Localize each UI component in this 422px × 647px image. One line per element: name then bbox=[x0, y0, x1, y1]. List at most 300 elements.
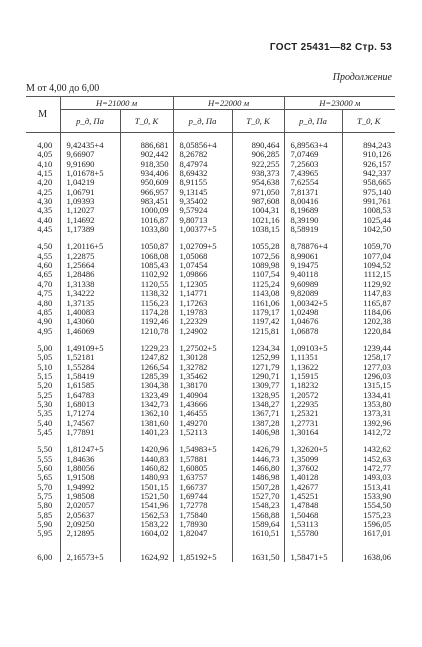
cell-temperature: 954,638 bbox=[232, 178, 284, 187]
cell-temperature: 1016,87 bbox=[120, 216, 173, 225]
cell-pressure: 2,05637 bbox=[60, 511, 120, 520]
cell-temperature: 1271,79 bbox=[232, 363, 284, 372]
cell-pressure: 1,57881 bbox=[173, 455, 232, 464]
cell-temperature: 1426,79 bbox=[232, 445, 284, 454]
cell-temperature: 1033,80 bbox=[120, 225, 173, 234]
cell-mach: 5,20 bbox=[37, 380, 53, 391]
cell-pressure: 1,77891 bbox=[60, 428, 120, 437]
cell-pressure: 7,43965 bbox=[284, 169, 342, 178]
cell-temperature: 1472,77 bbox=[342, 464, 395, 473]
col-p-header: p_д, Па bbox=[173, 110, 232, 133]
cell-pressure: 9,42435+4 bbox=[60, 141, 120, 150]
cell-mach: 5,40 bbox=[37, 417, 53, 428]
col-p-header: p_д, Па bbox=[60, 110, 120, 133]
cell-pressure: 1,04219 bbox=[60, 178, 120, 187]
cell-temperature: 1373,31 bbox=[342, 409, 395, 418]
cell-temperature: 1583,22 bbox=[120, 520, 173, 529]
cell-mach: 6,00 bbox=[37, 551, 53, 562]
cell-pressure: 1,75840 bbox=[173, 511, 232, 520]
cell-temperature: 1568,88 bbox=[232, 511, 284, 520]
cell-pressure: 1,60805 bbox=[173, 464, 232, 473]
cell-mach: 5,95 bbox=[37, 528, 53, 539]
cell-mach: 5,55 bbox=[37, 453, 53, 464]
cell-mach: 5,30 bbox=[37, 398, 53, 409]
cell-pressure: 1,15915 bbox=[284, 372, 342, 381]
cell-temperature: 1562,53 bbox=[120, 511, 173, 520]
cell-pressure: 7,07469 bbox=[284, 150, 342, 159]
cell-pressure: 1,17263 bbox=[173, 299, 232, 308]
cell-pressure: 1,20572 bbox=[284, 391, 342, 400]
cell-temperature: 991,761 bbox=[342, 197, 395, 206]
cell-pressure: 1,58419 bbox=[60, 372, 120, 381]
cell-temperature: 1192,46 bbox=[120, 317, 173, 326]
cell-temperature: 1247,82 bbox=[120, 353, 173, 362]
cell-temperature: 1072,56 bbox=[232, 252, 284, 261]
table-row bbox=[26, 327, 395, 336]
cell-pressure: 1,49109+5 bbox=[60, 344, 120, 353]
cell-temperature: 1239,44 bbox=[342, 344, 395, 353]
col-t-header: T_0, К bbox=[232, 110, 284, 133]
cell-pressure: 8,91155 bbox=[173, 178, 232, 187]
cell-pressure: 1,05068 bbox=[173, 252, 232, 261]
cell-mach: 4,75 bbox=[37, 288, 53, 299]
cell-temperature: 1548,23 bbox=[232, 501, 284, 510]
cell-temperature: 1107,54 bbox=[232, 270, 284, 279]
cell-mach: 4,15 bbox=[37, 168, 53, 179]
cell-temperature: 1042,50 bbox=[342, 225, 395, 234]
cell-temperature: 1304,38 bbox=[120, 381, 173, 390]
cell-temperature: 987,608 bbox=[232, 197, 284, 206]
cell-pressure: 1,55780 bbox=[284, 529, 342, 538]
cell-temperature: 1112,15 bbox=[342, 270, 395, 279]
cell-temperature: 1460,82 bbox=[120, 464, 173, 473]
col-m-header: M bbox=[26, 97, 60, 133]
cell-pressure: 1,98508 bbox=[60, 492, 120, 501]
cell-temperature: 1541,96 bbox=[120, 501, 173, 510]
cell-mach: 5,70 bbox=[37, 481, 53, 492]
cell-mach: 5,45 bbox=[37, 426, 53, 437]
cell-temperature: 966,957 bbox=[120, 188, 173, 197]
cell-pressure: 1,32620+5 bbox=[284, 445, 342, 454]
cell-temperature: 1480,93 bbox=[120, 473, 173, 482]
cell-pressure: 1,06878 bbox=[284, 327, 342, 336]
cell-mach: 4,55 bbox=[37, 250, 53, 261]
cell-pressure: 1,52181 bbox=[60, 353, 120, 362]
cell-pressure: 1,53113 bbox=[284, 520, 342, 529]
table-row bbox=[26, 428, 395, 437]
cell-temperature: 1527,70 bbox=[232, 492, 284, 501]
cell-mach: 4,95 bbox=[37, 325, 53, 336]
cell-temperature: 1285,39 bbox=[120, 372, 173, 381]
cell-temperature: 1290,71 bbox=[232, 372, 284, 381]
cell-temperature: 1596,05 bbox=[342, 520, 395, 529]
cell-mach: 5,75 bbox=[37, 491, 53, 502]
cell-pressure: 1,32782 bbox=[173, 363, 232, 372]
cell-mach: 4,00 bbox=[37, 140, 53, 150]
cell-temperature: 1575,23 bbox=[342, 511, 395, 520]
cell-mach: 5,35 bbox=[37, 408, 53, 419]
cell-temperature: 894,243 bbox=[342, 141, 395, 150]
cell-pressure: 1,68013 bbox=[60, 400, 120, 409]
cell-pressure: 8,19689 bbox=[284, 206, 342, 215]
cell-pressure: 9,40118 bbox=[284, 270, 342, 279]
cell-temperature: 1432,62 bbox=[342, 445, 395, 454]
cell-temperature: 1215,81 bbox=[232, 327, 284, 336]
cell-mach: 5,15 bbox=[37, 370, 53, 381]
cell-pressure: 1,74567 bbox=[60, 419, 120, 428]
cell-temperature: 1277,03 bbox=[342, 363, 395, 372]
cell-temperature: 922,255 bbox=[232, 160, 284, 169]
cell-temperature: 1252,99 bbox=[232, 353, 284, 362]
cell-pressure: 1,12305 bbox=[173, 280, 232, 289]
cell-mach: 4,05 bbox=[37, 149, 53, 160]
cell-temperature: 1165,87 bbox=[342, 299, 395, 308]
col-p-header: p_д, Па bbox=[284, 110, 342, 133]
cell-mach: 4,35 bbox=[37, 205, 53, 216]
cell-temperature: 1025,44 bbox=[342, 216, 395, 225]
cell-pressure: 1,52113 bbox=[173, 428, 232, 437]
cell-temperature: 1362,10 bbox=[120, 409, 173, 418]
cell-temperature: 1353,80 bbox=[342, 400, 395, 409]
cell-pressure: 1,49270 bbox=[173, 419, 232, 428]
cell-pressure: 9,80713 bbox=[173, 216, 232, 225]
cell-temperature: 1387,28 bbox=[232, 419, 284, 428]
cell-pressure: 8,05856+4 bbox=[173, 141, 232, 150]
cell-pressure: 1,37602 bbox=[284, 464, 342, 473]
cell-temperature: 1102,92 bbox=[120, 270, 173, 279]
cell-pressure: 1,94992 bbox=[60, 483, 120, 492]
cell-temperature: 886,681 bbox=[120, 141, 173, 150]
cell-mach: 5,60 bbox=[37, 463, 53, 473]
cell-temperature: 1120,55 bbox=[120, 280, 173, 289]
cell-pressure: 1,42677 bbox=[284, 483, 342, 492]
cell-mach: 4,60 bbox=[37, 260, 53, 271]
cell-temperature: 975,140 bbox=[342, 188, 395, 197]
cell-mach: 4,70 bbox=[37, 278, 53, 289]
cell-pressure: 8,39190 bbox=[284, 216, 342, 225]
group-header-22000: H=22000 м bbox=[173, 97, 284, 110]
cell-temperature: 1147,83 bbox=[342, 289, 395, 298]
cell-mach: 4,50 bbox=[37, 241, 53, 252]
cell-temperature: 1513,41 bbox=[342, 483, 395, 492]
cell-temperature: 1452,63 bbox=[342, 455, 395, 464]
cell-pressure: 1,64783 bbox=[60, 391, 120, 400]
cell-mach: 4,90 bbox=[37, 316, 53, 327]
cell-temperature: 1220,84 bbox=[342, 327, 395, 336]
cell-pressure: 1,12027 bbox=[60, 206, 120, 215]
cell-mach: 4,20 bbox=[37, 177, 53, 188]
cell-temperature: 1000,09 bbox=[120, 206, 173, 215]
cell-temperature: 918,350 bbox=[120, 160, 173, 169]
cell-pressure: 1,40128 bbox=[284, 473, 342, 482]
cell-temperature: 1631,50 bbox=[232, 553, 284, 562]
cell-pressure: 6,89563+4 bbox=[284, 141, 342, 150]
cell-temperature: 1440,83 bbox=[120, 455, 173, 464]
cell-temperature: 971,050 bbox=[232, 188, 284, 197]
cell-pressure: 1,13622 bbox=[284, 363, 342, 372]
table-row bbox=[26, 225, 395, 234]
cell-mach: 4,80 bbox=[37, 297, 53, 308]
cell-pressure: 1,55284 bbox=[60, 363, 120, 372]
cell-pressure: 1,19783 bbox=[173, 308, 232, 317]
cell-pressure: 1,07454 bbox=[173, 261, 232, 270]
cell-pressure: 1,06791 bbox=[60, 188, 120, 197]
cell-pressure: 1,25321 bbox=[284, 409, 342, 418]
cell-temperature: 902,442 bbox=[120, 150, 173, 159]
cell-pressure: 7,81371 bbox=[284, 188, 342, 197]
cell-pressure: 2,16573+5 bbox=[60, 553, 120, 562]
cell-pressure: 1,02709+5 bbox=[173, 242, 232, 251]
cell-temperature: 1533,90 bbox=[342, 492, 395, 501]
cell-temperature: 1004,31 bbox=[232, 206, 284, 215]
cell-temperature: 942,337 bbox=[342, 169, 395, 178]
cell-pressure: 1,61585 bbox=[60, 381, 120, 390]
col-t-header: T_0, К bbox=[120, 110, 173, 133]
cell-pressure: 1,54983+5 bbox=[173, 445, 232, 454]
cell-mach: 5,50 bbox=[37, 444, 53, 455]
cell-pressure: 1,28486 bbox=[60, 270, 120, 279]
cell-temperature: 1050,87 bbox=[120, 242, 173, 251]
cell-temperature: 1392,96 bbox=[342, 419, 395, 428]
cell-temperature: 1624,92 bbox=[120, 553, 173, 562]
cell-pressure: 1,35099 bbox=[284, 455, 342, 464]
cell-pressure: 1,43666 bbox=[173, 400, 232, 409]
cell-temperature: 1184,06 bbox=[342, 308, 395, 317]
cell-pressure: 1,37135 bbox=[60, 299, 120, 308]
cell-pressure: 1,22935 bbox=[284, 400, 342, 409]
cell-pressure: 8,00416 bbox=[284, 197, 342, 206]
cell-temperature: 1342,73 bbox=[120, 400, 173, 409]
cell-temperature: 1202,38 bbox=[342, 317, 395, 326]
cell-temperature: 1008,53 bbox=[342, 206, 395, 215]
page-header: ГОСТ 25431—82 Стр. 53 bbox=[269, 42, 392, 53]
cell-pressure: 1,14692 bbox=[60, 216, 120, 225]
cell-mach: 5,80 bbox=[37, 500, 53, 511]
cell-pressure: 1,82047 bbox=[173, 529, 232, 538]
cell-temperature: 1420,96 bbox=[120, 445, 173, 454]
cell-pressure: 1,91508 bbox=[60, 473, 120, 482]
cell-temperature: 1296,03 bbox=[342, 372, 395, 381]
cell-temperature: 1381,60 bbox=[120, 419, 173, 428]
cell-temperature: 1309,77 bbox=[232, 381, 284, 390]
cell-temperature: 1446,73 bbox=[232, 455, 284, 464]
cell-temperature: 1617,01 bbox=[342, 529, 395, 538]
table-body bbox=[26, 133, 395, 563]
cell-temperature: 1143,08 bbox=[232, 289, 284, 298]
cell-temperature: 1234,34 bbox=[232, 344, 284, 353]
cell-temperature: 938,373 bbox=[232, 169, 284, 178]
cell-pressure: 1,66737 bbox=[173, 483, 232, 492]
cell-temperature: 1493,03 bbox=[342, 473, 395, 482]
cell-temperature: 1486,98 bbox=[232, 473, 284, 482]
cell-temperature: 1210,78 bbox=[120, 327, 173, 336]
cell-pressure: 8,26782 bbox=[173, 150, 232, 159]
cell-mach: 5,10 bbox=[37, 361, 53, 372]
cell-temperature: 950,609 bbox=[120, 178, 173, 187]
cell-temperature: 1161,06 bbox=[232, 299, 284, 308]
cell-pressure: 1,04676 bbox=[284, 317, 342, 326]
cell-temperature: 1610,51 bbox=[232, 529, 284, 538]
cell-mach: 4,10 bbox=[37, 158, 53, 169]
continuation-label: Продолжение bbox=[332, 72, 392, 83]
cell-temperature: 1323,49 bbox=[120, 391, 173, 400]
cell-pressure: 1,27731 bbox=[284, 419, 342, 428]
table-row bbox=[26, 553, 395, 562]
cell-temperature: 1085,43 bbox=[120, 261, 173, 270]
cell-pressure: 1,31338 bbox=[60, 280, 120, 289]
block-spacer bbox=[26, 539, 395, 553]
cell-temperature: 1334,41 bbox=[342, 391, 395, 400]
cell-pressure: 8,58919 bbox=[284, 225, 342, 234]
cell-mach: 4,30 bbox=[37, 196, 53, 207]
cell-pressure: 1,40904 bbox=[173, 391, 232, 400]
cell-pressure: 1,46455 bbox=[173, 409, 232, 418]
cell-temperature: 1412,72 bbox=[342, 428, 395, 437]
cell-mach: 5,65 bbox=[37, 472, 53, 483]
cell-temperature: 1554,50 bbox=[342, 501, 395, 510]
cell-mach: 5,05 bbox=[37, 352, 53, 363]
cell-pressure: 1,88056 bbox=[60, 464, 120, 473]
cell-pressure: 9,35402 bbox=[173, 197, 232, 206]
cell-temperature: 1174,28 bbox=[120, 308, 173, 317]
cell-pressure: 1,72778 bbox=[173, 501, 232, 510]
cell-pressure: 1,27502+5 bbox=[173, 344, 232, 353]
cell-pressure: 1,58471+5 bbox=[284, 553, 342, 562]
cell-pressure: 1,09393 bbox=[60, 197, 120, 206]
cell-pressure: 1,50468 bbox=[284, 511, 342, 520]
cell-temperature: 1501,15 bbox=[120, 483, 173, 492]
cell-temperature: 1258,17 bbox=[342, 353, 395, 362]
cell-pressure: 8,69432 bbox=[173, 169, 232, 178]
cell-mach: 4,45 bbox=[37, 224, 53, 235]
cell-mach: 5,90 bbox=[37, 519, 53, 530]
cell-pressure: 1,30164 bbox=[284, 428, 342, 437]
atmosphere-table bbox=[26, 96, 395, 562]
cell-pressure: 1,35462 bbox=[173, 372, 232, 381]
cell-temperature: 1401,23 bbox=[120, 428, 173, 437]
cell-pressure: 2,02057 bbox=[60, 501, 120, 510]
table-row bbox=[26, 529, 395, 538]
cell-temperature: 890,464 bbox=[232, 141, 284, 150]
cell-temperature: 1315,15 bbox=[342, 381, 395, 390]
cell-temperature: 1038,15 bbox=[232, 225, 284, 234]
cell-temperature: 1197,42 bbox=[232, 317, 284, 326]
cell-pressure: 8,99061 bbox=[284, 252, 342, 261]
cell-temperature: 926,157 bbox=[342, 160, 395, 169]
cell-pressure: 9,13145 bbox=[173, 188, 232, 197]
cell-pressure: 2,12895 bbox=[60, 529, 120, 538]
cell-pressure: 1,46069 bbox=[60, 327, 120, 336]
cell-temperature: 1125,24 bbox=[232, 280, 284, 289]
cell-temperature: 1589,64 bbox=[232, 520, 284, 529]
cell-pressure: 1,69744 bbox=[173, 492, 232, 501]
cell-pressure: 9,91690 bbox=[60, 160, 120, 169]
cell-temperature: 1348,27 bbox=[232, 400, 284, 409]
cell-mach: 5,25 bbox=[37, 389, 53, 400]
cell-pressure: 1,11351 bbox=[284, 353, 342, 362]
cell-pressure: 1,30128 bbox=[173, 353, 232, 362]
cell-temperature: 958,665 bbox=[342, 178, 395, 187]
cell-pressure: 9,60989 bbox=[284, 280, 342, 289]
cell-temperature: 1266,54 bbox=[120, 363, 173, 372]
cell-mach: 4,40 bbox=[37, 214, 53, 225]
cell-temperature: 1094,52 bbox=[342, 261, 395, 270]
cell-pressure: 1,84636 bbox=[60, 455, 120, 464]
cell-temperature: 1521,50 bbox=[120, 492, 173, 501]
cell-pressure: 9,66907 bbox=[60, 150, 120, 159]
cell-temperature: 1638,06 bbox=[342, 553, 395, 562]
cell-pressure: 9,82089 bbox=[284, 289, 342, 298]
cell-temperature: 1406,98 bbox=[232, 428, 284, 437]
cell-pressure: 1,71274 bbox=[60, 409, 120, 418]
cell-pressure: 1,45251 bbox=[284, 492, 342, 501]
cell-mach: 5,85 bbox=[37, 509, 53, 520]
cell-pressure: 1,01678+5 bbox=[60, 169, 120, 178]
cell-temperature: 1059,70 bbox=[342, 242, 395, 251]
cell-temperature: 1466,80 bbox=[232, 464, 284, 473]
cell-pressure: 1,43060 bbox=[60, 317, 120, 326]
cell-temperature: 1129,92 bbox=[342, 280, 395, 289]
cell-mach: 4,25 bbox=[37, 186, 53, 197]
cell-pressure: 1,38170 bbox=[173, 381, 232, 390]
cell-pressure: 1,24902 bbox=[173, 327, 232, 336]
cell-pressure: 1,47848 bbox=[284, 501, 342, 510]
cell-pressure: 9,57924 bbox=[173, 206, 232, 215]
cell-mach: 4,85 bbox=[37, 306, 53, 317]
cell-pressure: 1,02498 bbox=[284, 308, 342, 317]
cell-pressure: 2,09250 bbox=[60, 520, 120, 529]
cell-temperature: 1604,02 bbox=[120, 529, 173, 538]
cell-pressure: 1,25664 bbox=[60, 261, 120, 270]
cell-temperature: 1077,04 bbox=[342, 252, 395, 261]
cell-mach: 4,65 bbox=[37, 269, 53, 280]
cell-temperature: 906,285 bbox=[232, 150, 284, 159]
group-header-21000: H=21000 м bbox=[60, 97, 173, 110]
cell-mach: 5,00 bbox=[37, 342, 53, 353]
cell-pressure: 8,47974 bbox=[173, 160, 232, 169]
cell-pressure: 1,85192+5 bbox=[173, 553, 232, 562]
cell-temperature: 1138,32 bbox=[120, 289, 173, 298]
cell-pressure: 1,00377+5 bbox=[173, 225, 232, 234]
cell-pressure: 1,09103+5 bbox=[284, 344, 342, 353]
cell-pressure: 1,34222 bbox=[60, 289, 120, 298]
cell-pressure: 1,22329 bbox=[173, 317, 232, 326]
cell-pressure: 9,19475 bbox=[284, 261, 342, 270]
cell-pressure: 1,63757 bbox=[173, 473, 232, 482]
cell-temperature: 1179,17 bbox=[232, 308, 284, 317]
cell-pressure: 1,09866 bbox=[173, 270, 232, 279]
cell-pressure: 1,18232 bbox=[284, 381, 342, 390]
cell-temperature: 1328,95 bbox=[232, 391, 284, 400]
cell-pressure: 7,25603 bbox=[284, 160, 342, 169]
mach-range-label: M от 4,00 до 6,00 bbox=[26, 83, 100, 94]
cell-temperature: 1367,71 bbox=[232, 409, 284, 418]
cell-pressure: 8,78876+4 bbox=[284, 242, 342, 251]
cell-temperature: 1055,28 bbox=[232, 242, 284, 251]
cell-temperature: 1507,28 bbox=[232, 483, 284, 492]
cell-pressure: 7,62554 bbox=[284, 178, 342, 187]
cell-temperature: 1156,23 bbox=[120, 299, 173, 308]
cell-temperature: 1021,16 bbox=[232, 216, 284, 225]
cell-pressure: 1,20116+5 bbox=[60, 242, 120, 251]
cell-pressure: 1,22875 bbox=[60, 252, 120, 261]
cell-temperature: 1068,08 bbox=[120, 252, 173, 261]
cell-pressure: 1,78930 bbox=[173, 520, 232, 529]
cell-pressure: 1,40083 bbox=[60, 308, 120, 317]
cell-temperature: 983,451 bbox=[120, 197, 173, 206]
cell-pressure: 1,17389 bbox=[60, 225, 120, 234]
cell-temperature: 934,406 bbox=[120, 169, 173, 178]
